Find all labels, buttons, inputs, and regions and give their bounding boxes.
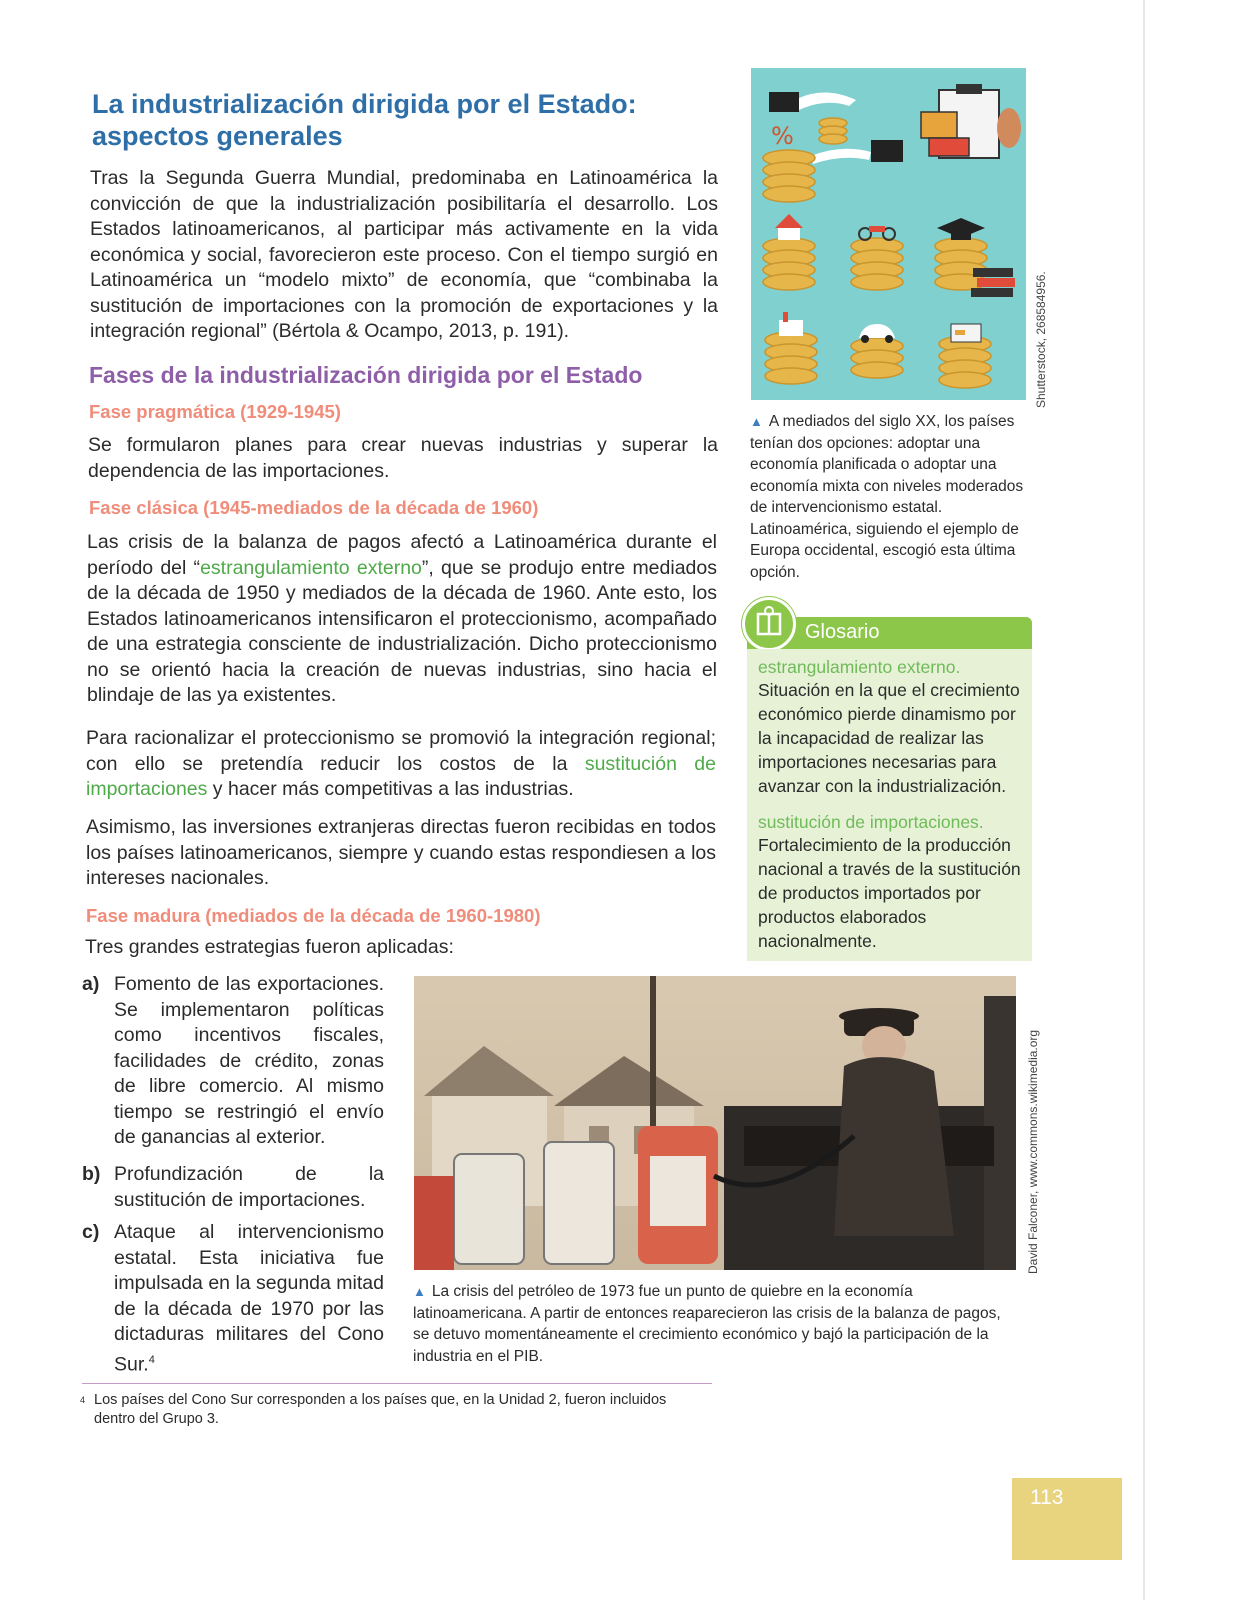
classic-phase-paragraph-1: Las crisis de la balanza de pagos afectó a Latinoamérica durante el período del “estrangulamiento externo”, que se produjo entre mediados de la década de 1950 y mediados de la década de 1960. Ante esto, los Estados latinoamericanos intensificaron el proteccionismo, acompañado de una estrategia consciente de industrialización. Dicho proteccionismo no se orientó hacia la creación de nuevas industrias, sino hacia el blindaje de las ya existentes. [87,531,717,706]
classic-phase-paragraph-3: Asimismo, las inversiones extranjeras directas fueron recibidas en todos los países latinoamericanos, siempre y cuando estas respondiesen a los intereses nacionales. [86,816,716,889]
intro-paragraph: Tras la Segunda Guerra Mundial, predominaba en Latinoamérica la convicción de que la industrialización posibilitaría el desarrollo. Los Estados latinoamericanos, al participar más activamente en la vida económica y social, favorecieron este proceso. Con el tiempo surgió en Latinoamérica un “modelo mixto” de economía, que “combinaba la sustitución de importaciones con la promoción de exportaciones y la integración regional” (Bértola & Ocampo, 2013, p. 191). [90,167,718,342]
classic-phase-heading: Fase clásica (1945-mediados de la década de 1960) [89,497,539,518]
svg-text:%: % [771,122,794,150]
classic-phase-paragraph-2: Para racionalizar el proteccionismo se promovió la integración regional; con ello se pretendía reducir los costos de la sustitución de importaciones y hacer más competitivas a las industrias. [86,727,716,800]
footnote-marker: 4 [148,1353,155,1366]
page-edge [1143,0,1145,1600]
caption-triangle-icon: ▲ [750,414,763,429]
glossary-definition-1: Situación en la que el crecimiento económico pierde dinamismo por la incapacidad de realizar las importaciones necesarias para avanzar con la industrialización. [758,680,1020,796]
page-number-tab [1012,1478,1122,1560]
glossary-box [747,649,1032,961]
pragmatic-phase-text: Se formularon planes para crear nuevas industrias y superar la dependencia de las importaciones. [88,434,718,482]
term-sustitucion-importaciones[interactable]: sustitución de importaciones [86,752,716,800]
caption-triangle-icon: ▲ [413,1284,426,1299]
top-image-caption: ▲ A mediados del siglo XX, los países tenían dos opciones: adoptar una economía planificada o adoptar una economía mixta con niveles moderados de intervencionismo estatal. Latinoamérica, siguiendo el ejemplo de Europa occidental, escogió esta última opción. [750,413,1024,581]
mature-phase-heading: Fase madura (mediados de la década de 1960-1980) [86,905,541,926]
mature-phase-intro: Tres grandes estrategias fueron aplicadas: [85,936,454,958]
term-estrangulamiento-externo[interactable]: estrangulamiento externo [200,556,422,579]
list-item-b: b) Profundización de la sustitución de importaciones. [82,1163,384,1211]
gas-station-photo [414,976,1016,1270]
footnote-divider [82,1383,712,1384]
footnote: 4 Los países del Cono Sur corresponden a los países que, en la Unidad 2, fueron incluidos dentro del Grupo 3. [80,1392,667,1427]
photo-credit: David Falconer, www.commons.wikimedia.org [1026,1029,1040,1274]
top-image-credit: Shutterstock, 268584956. [1034,271,1048,408]
glossary-term-2: sustitución de importaciones. [758,812,984,832]
list-item-a: a) Fomento de las exportaciones. Se implementaron políticas como incentivos fiscales, facilidades de crédito, zonas de libre comercio. Al mismo tiempo se restringió el envío de ganancias al exterior. [82,973,384,1148]
glossary-term-1: estrangulamiento externo. [758,657,961,677]
list-item-c: c) Ataque al intervencionismo estatal. Esta iniciativa fue impulsada en la segunda mitad de la década de 1970 por las dictaduras militares del Cono Sur.$^4$ [82,1221,384,1375]
glossary-definition-2: Fortalecimiento de la producción nacional a través de la sustitución de productos importados por productos elaborados nacionalmente. [758,835,1021,951]
phases-heading: Fases de la industrialización dirigida por el Estado [89,362,643,388]
photo-caption: ▲ La crisis del petróleo de 1973 fue un punto de quiebre en la economía latinoamericana. A partir de entonces reaparecieron las crisis de la balanza de pagos, se detuvo momentáneamente el crecimiento económico y bajó la participación de la industria en el PIB. [413,1283,1001,1365]
book-icon [742,597,796,651]
glossary-title: Glosario [805,621,880,643]
economy-illustration [751,68,1026,400]
page-number: 113 [1030,1486,1064,1509]
section-title: La industrialización dirigida por el Estado: aspectos generales [92,89,637,151]
pragmatic-phase-heading: Fase pragmática (1929-1945) [89,401,341,422]
